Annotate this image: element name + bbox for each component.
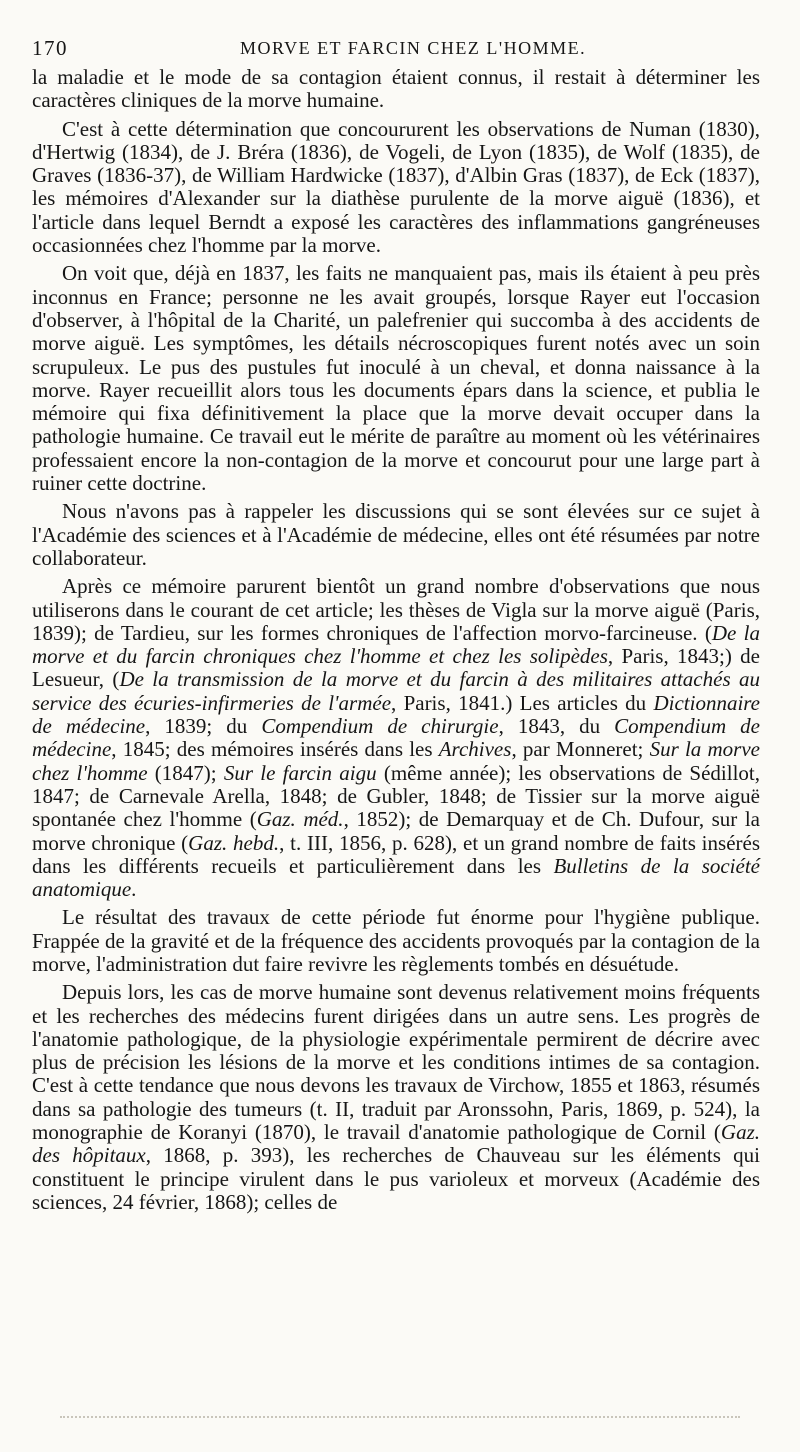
text-segment: (1847);: [147, 760, 224, 785]
text-segment: .: [131, 877, 137, 902]
paragraph: [32, 500, 760, 570]
italic-text-segment: Compendium de médecine: [32, 714, 760, 762]
running-head: MORVE ET FARCIN CHEZ L'HOMME.: [240, 38, 587, 58]
italic-text-segment: De la transmission de la morve et du farcin à des militaires attachés au service des écuries-infirmeries de l'armée: [32, 667, 760, 715]
paragraph: [32, 66, 760, 113]
text-segment: C'est à cette détermination que concoururent les observations de Numan (1830), d'Hertwig (1834), de J. Bréra (1836), de Vogeli, de Lyon (1835), de Wolf (1835), de Graves (1836-37), de William Hardwicke (1837), d'Albin Gras (1837), de Eck (1837), les mémoires d'Alexander sur la diathèse purulente de la morve aiguë (1836), et l'article dans lequel Berndt a exposé les caractères des inflammations gangréneuses occasionnées chez l'homme par la morve.: [32, 116, 760, 258]
text-segment: , 1839; du: [145, 714, 262, 739]
italic-text-segment: Archives: [438, 737, 512, 762]
text-segment: , par Monneret;: [511, 737, 650, 762]
page-header: [32, 30, 760, 60]
italic-text-segment: De la morve et du farcin chroniques chez l'homme et chez les solipèdes: [32, 620, 760, 669]
text-segment: , 1868, p. 393), les recherches de Chauveau sur les éléments qui constituent le principe virulent dans le pus varioleux et morveux (Académie des sciences, 24 février, 1868); celles de: [32, 1143, 760, 1214]
page-bottom-smudge: [60, 1416, 740, 1420]
text-segment: On voit que, déjà en 1837, les faits ne manquaient pas, mais ils étaient à peu près inconnus en France; personne ne les avait groupés, lorsque Rayer eut l'occasion d'observer, à l'hôpital de la Charité, un palefrenier qui succomba à des accidents de morve aiguë. Les symptômes, les détails nécroscopiques furent notés avec un soin scrupuleux. Le pus des pustules fut inoculé à un cheval, et donna naissance à la morve. Rayer recueillit alors tous les documents épars dans la science, et publia le mémoire qui fixa définitivement la place que la morve devait occuper dans la pathologie humaine. Ce travail eut le mérite de paraître au moment où les vétérinaires professaient encore la non-contagion de la morve et concourut pour une large part à ruiner cette doctrine.: [32, 261, 760, 496]
text-segment: , Paris, 1841.) Les articles du: [391, 690, 654, 715]
text-segment: , Paris, 1843;) de Lesueur, (: [32, 644, 760, 692]
paragraph: [32, 906, 760, 976]
text-segment: Nous n'avons pas à rappeler les discussions qui se sont élevées sur ce sujet à l'Académie des sciences et à l'Académie de médecine, elles ont été résumées par notre collaborateur.: [32, 499, 760, 570]
italic-text-segment: Gaz. méd.: [256, 807, 344, 832]
text-segment: , t. III, 1856, p. 628), et un grand nombre de faits insérés dans les différents recueils et particulièrement dans les: [32, 830, 760, 878]
italic-text-segment: Sur la morve chez l'homme: [32, 737, 760, 785]
body-text: [32, 66, 760, 1214]
italic-text-segment: Gaz. hebd.: [188, 830, 280, 855]
text-segment: , 1843, du: [498, 714, 615, 739]
text-segment: Depuis lors, les cas de morve humaine sont devenus relativement moins fréquents et les recherches des médecins furent dirigées dans un autre sens. Les progrès de l'anatomie pathologique, de la physiologie expérimentale permirent de décrire avec plus de précision les lésions de la morve et les conditions intimes de sa contagion. C'est à cette tendance que nous devons les travaux de Virchow, 1855 et 1863, résumés dans sa pathologie des tumeurs (t. II, traduit par Aronssohn, Paris, 1869, p. 524), la monographie de Koranyi (1870), le travail d'anatomie pathologique de Cornil (: [32, 980, 760, 1145]
italic-text-segment: Gaz. des hôpitaux: [32, 1120, 760, 1168]
paragraph: [32, 981, 760, 1214]
text-segment: la maladie et le mode de sa contagion étaient connus, il restait à déterminer les caractères cliniques de la morve humaine.: [32, 65, 760, 113]
text-segment: (même année); les observations de Sédillot, 1847; de Carnevale Arella, 1848; de Gubler, 1848; de Tissier sur la morve aiguë spontanée chez l'homme (: [32, 760, 760, 832]
italic-text-segment: Compendium de chirurgie: [261, 714, 499, 739]
paragraph: [32, 262, 760, 495]
text-segment: Le résultat des travaux de cette période fut énorme pour l'hygiène publique. Frappée de la gravité et de la fréquence des accidents provoqués par la contagion de la morve, l'administration dut faire revivre les règlements tombés en désuétude.: [32, 905, 760, 976]
text-segment: Après ce mémoire parurent bientôt un grand nombre d'observations que nous utiliserons dans le courant de cet article; les thèses de Vigla sur la morve aiguë (Paris, 1839); de Tardieu, sur les formes chroniques de l'affection morvo-farcineuse. (: [32, 574, 760, 645]
text-segment: , 1852); de Demarquay et de Ch. Dufour, sur la morve chronique (: [32, 807, 760, 855]
italic-text-segment: Bulletins de la société anatomique: [32, 853, 760, 902]
paragraph: [32, 118, 760, 258]
italic-text-segment: Sur le farcin aigu: [223, 760, 377, 785]
text-segment: , 1845; des mémoires insérés dans les: [111, 737, 439, 762]
page-number: 170: [32, 36, 68, 60]
italic-text-segment: Dictionnaire de médecine: [32, 690, 760, 739]
paragraph: [32, 575, 760, 901]
